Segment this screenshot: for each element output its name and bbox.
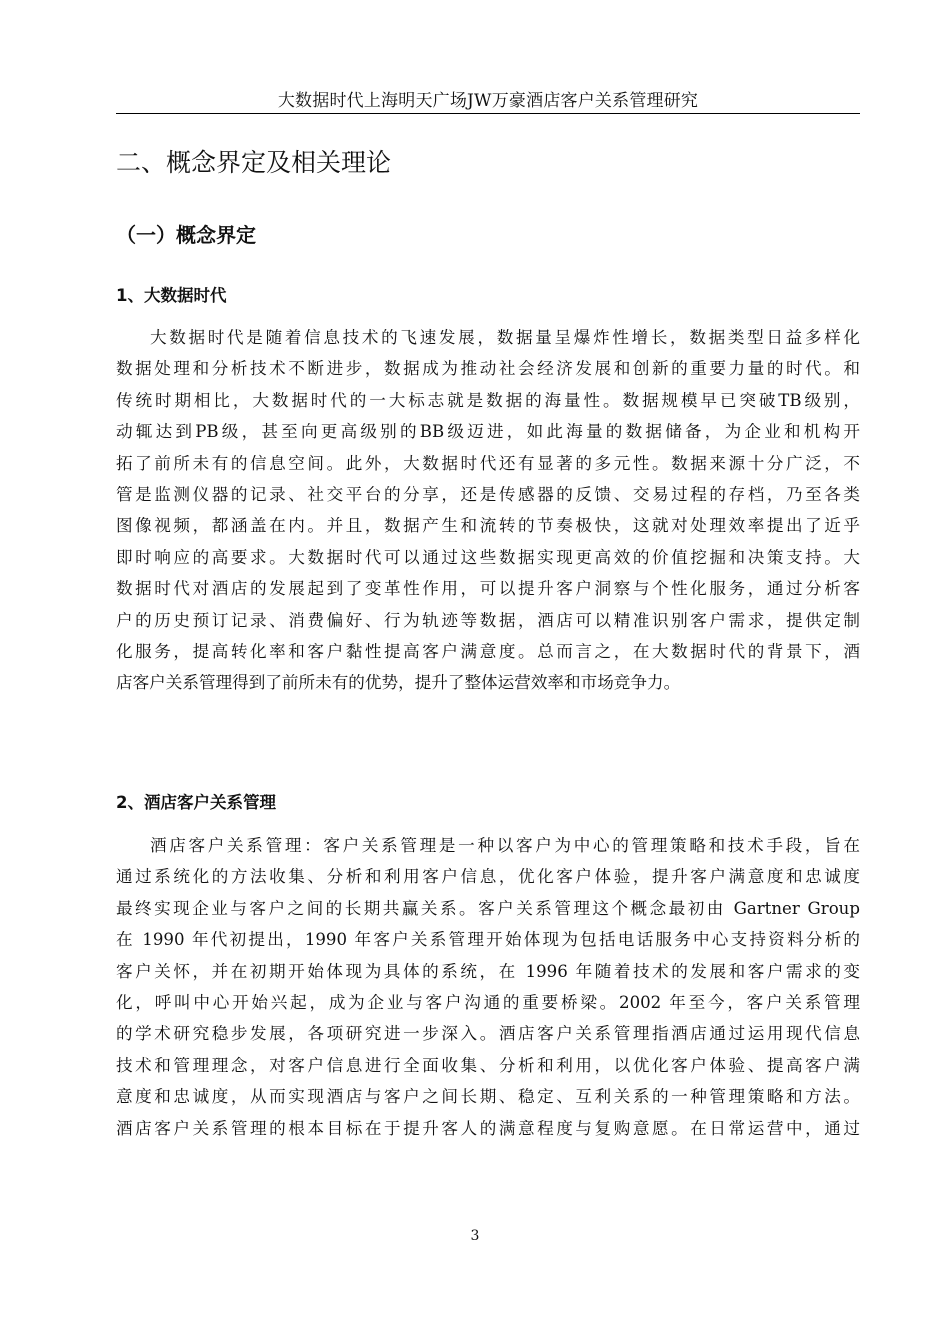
paragraph-line: 店客户关系管理得到了前所未有的优势，提升了整体运营效率和市场竞争力。	[116, 673, 681, 693]
paragraph-line: 数据处理和分析技术不断进步，数据成为推动社会经济发展和创新的重要力量的时代。和	[116, 359, 860, 379]
paragraph-line: 动辄达到PB级，甚至向更高级别的BB级迈进，如此海量的数据储备，为企业和机构开	[116, 422, 860, 442]
paragraph-line: 即时响应的高要求。大数据时代可以通过这些数据实现更高效的价值挖掘和决策支持。大	[116, 547, 860, 567]
page-number: 3	[470, 1228, 480, 1244]
paragraph-line: 技术和管理理念，对客户信息进行全面收集、分析和利用，以优化客户体验、提高客户满	[116, 1055, 860, 1075]
paragraph-line: 管是监测仪器的记录、社交平台的分享，还是传感器的反馈、交易过程的存档，乃至各类	[116, 484, 860, 504]
paragraph-line: 在 1990 年代初提出，1990 年客户关系管理开始体现为包括电话服务中心支持资料分析的	[116, 930, 860, 950]
running-header: 大数据时代上海明天广场JW万豪酒店客户关系管理研究	[277, 91, 699, 111]
paragraph-line: 图像视频，都涵盖在内。并且，数据产生和流转的节奏极快，这就对处理效率提出了近乎	[116, 516, 860, 536]
section-title: （一）概念界定	[116, 223, 256, 247]
paragraph-big-data-era	[116, 322, 860, 699]
paragraph-line: 拓了前所未有的信息空间。此外，大数据时代还有显著的多元性。数据来源十分广泛，不	[116, 453, 860, 473]
header-rule	[116, 113, 860, 114]
paragraph-line: 的学术研究稳步发展，各项研究进一步深入。酒店客户关系管理指酒店通过运用现代信息	[116, 1024, 860, 1044]
paragraph-line: 户的历史预订记录、消费偏好、行为轨迹等数据，酒店可以精准识别客户需求，提供定制	[116, 610, 860, 630]
paragraph-line: 数据时代对酒店的发展起到了变革性作用，可以提升客户洞察与个性化服务，通过分析客	[116, 579, 860, 599]
subsection-title-hotel-crm: 2、酒店客户关系管理	[116, 793, 276, 812]
paragraph-line: 化，呼叫中心开始兴起，成为企业与客户沟通的重要桥梁。2002 年至今，客户关系管理	[116, 992, 860, 1012]
paragraph-line: 化服务，提高转化率和客户黏性提高客户满意度。总而言之，在大数据时代的背景下，酒	[116, 641, 860, 661]
paragraph-line: 大数据时代是随着信息技术的飞速发展，数据量呈爆炸性增长，数据类型日益多样化	[150, 328, 860, 347]
subsection-title-big-data-era: 1、大数据时代	[116, 286, 227, 305]
paragraph-line: 酒店客户关系管理的根本目标在于提升客人的满意程度与复购意愿。在日常运营中，通过	[116, 1118, 860, 1138]
paragraph-line: 最终实现企业与客户之间的长期共赢关系。客户关系管理这个概念最初由 Gartner Group	[116, 898, 860, 918]
paragraph-line: 通过系统化的方法收集、分析和利用客户信息，优化客户体验，提升客户满意度和忠诚度	[116, 867, 860, 887]
paragraph-line: 意度和忠诚度，从而实现酒店与客户之间长期、稳定、互利关系的一种管理策略和方法。	[116, 1087, 860, 1107]
paragraph-line: 客户关怀，并在初期开始体现为具体的系统，在 1996 年随着技术的发展和客户需求的变	[116, 961, 860, 981]
paragraph-line: 酒店客户关系管理：客户关系管理是一种以客户为中心的管理策略和技术手段，旨在	[150, 836, 860, 855]
paragraph-line: 传统时期相比，大数据时代的一大标志就是数据的海量性。数据规模早已突破TB级别，	[116, 390, 860, 410]
paragraph-hotel-crm	[116, 830, 860, 1144]
chapter-title: 二、概念界定及相关理论	[116, 148, 392, 177]
